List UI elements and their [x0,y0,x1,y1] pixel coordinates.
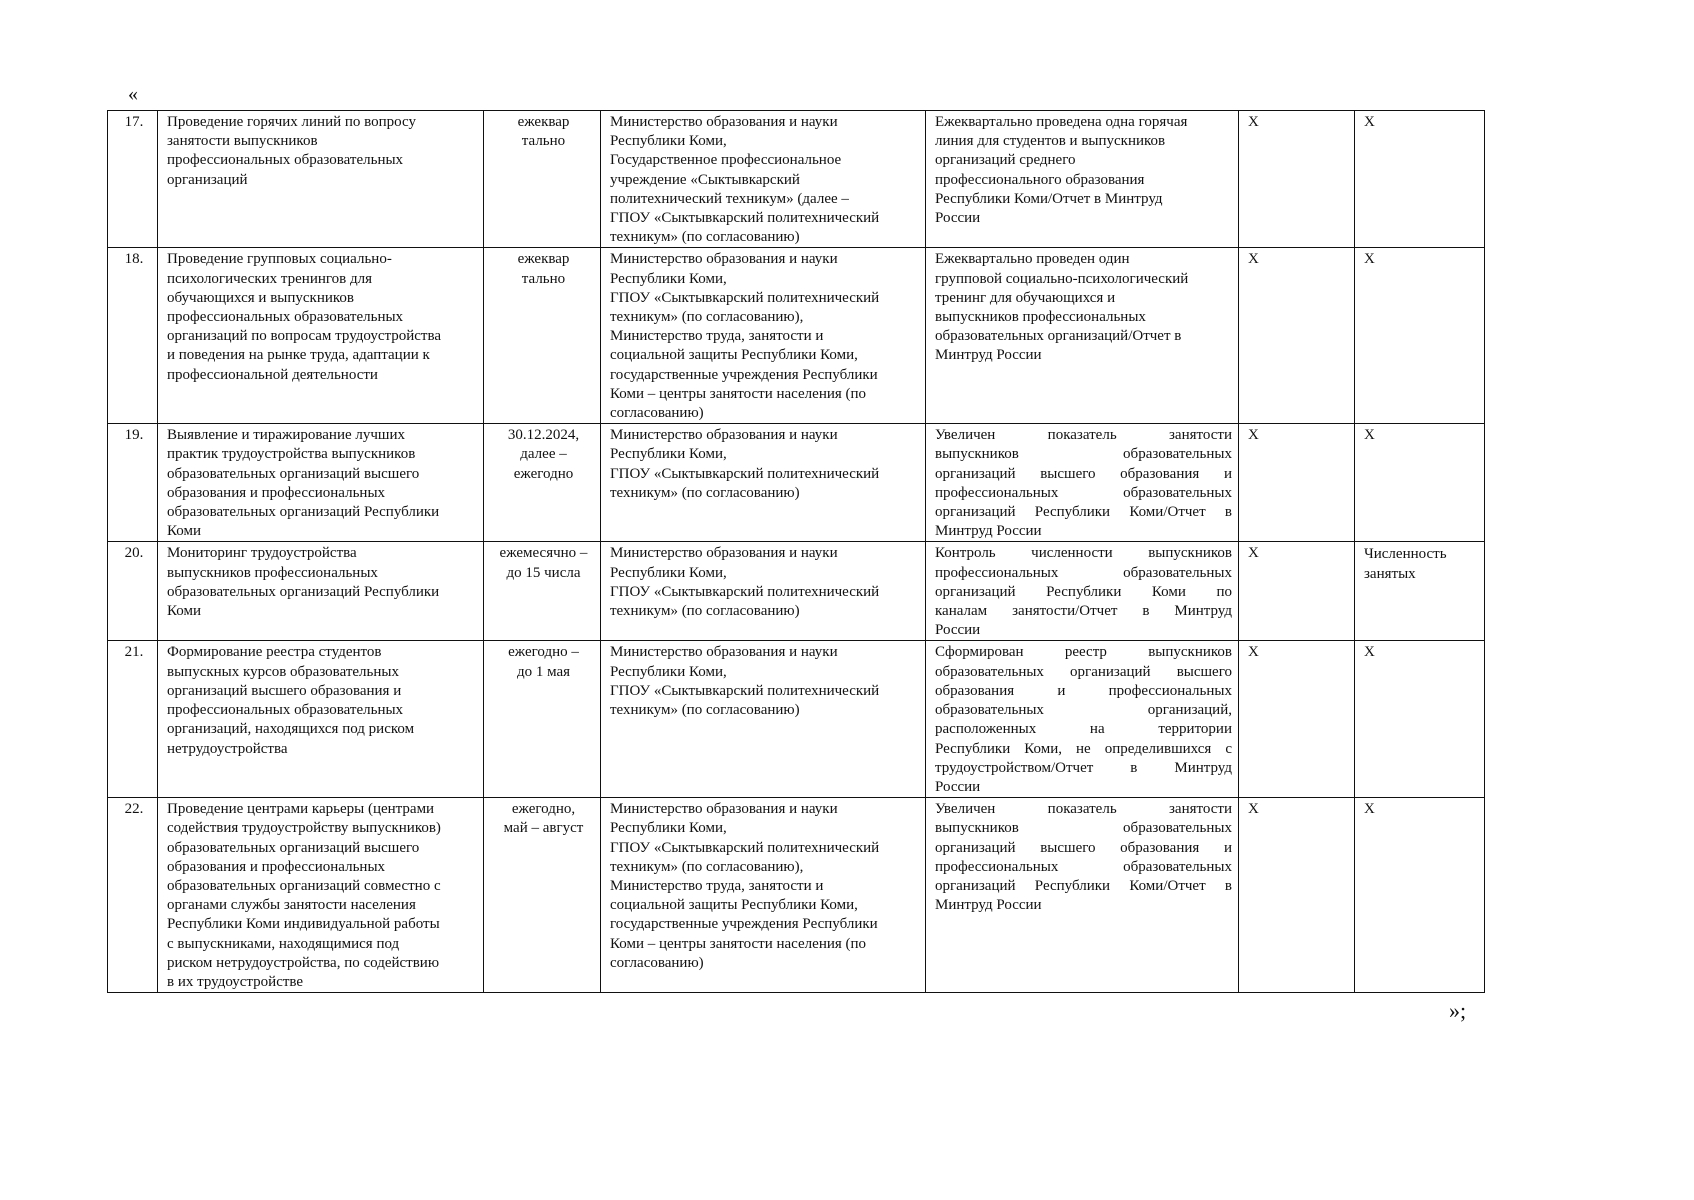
cell-line: Министерство образования и науки [610,545,838,562]
cell-line: Республики Коми индивидуальной работы [167,916,440,933]
term-cell [484,111,601,248]
cell-line: организаций, находящихся под риском [167,721,415,738]
cell-line: риском нетрудоустройства, по содействию [167,954,440,971]
cell-line: образования и профессиональных [935,682,1232,699]
executors-cell [601,424,926,542]
closing-quote: »; [1449,998,1467,1023]
result-cell [926,111,1239,248]
cell-line: техникум» (по согласованию) [610,702,800,719]
action-cell [158,542,484,641]
row-number-cell: 19. [108,424,158,542]
cell-line: Министерство образования и науки [610,251,838,268]
cell-line: Увеличен показатель занятости [935,427,1232,444]
cell-line: практик трудоустройства выпускников [167,446,416,463]
cell-line: профессиональных образовательных [935,858,1232,875]
action-cell [158,641,484,798]
cell-line: Республики Коми, [610,270,727,287]
cell-line: ГПОУ «Сыктывкарский политехнический [610,465,880,482]
table-row [108,542,1485,641]
cell-line: ежегодно – [508,644,579,661]
executors-cell [601,111,926,248]
cell-line: Коми [167,523,201,540]
opening-quote: « [128,83,138,105]
cell-line: и поведения на рынке труда, адаптации к [167,347,430,364]
cell-line: Министерство труда, занятости и [610,328,824,345]
cell-line: техникум» (по согласованию) [610,229,800,246]
cell-line: май – август [503,820,584,837]
cell-line: России [935,622,981,639]
cell-line: организаций среднего [935,152,1076,169]
term-cell [484,424,601,542]
term-cell [484,248,601,424]
cell-line: ежегодно, [511,801,576,818]
row-number-cell: 17. [108,111,158,248]
cell-line: профессиональных образовательных [167,702,404,719]
row-number-cell: 18. [108,248,158,424]
cell-line: выпускников образовательных [935,446,1232,463]
cell-line: Сформирован реестр выпускников [935,644,1232,661]
cell-line: Министерство образования и науки [610,644,838,661]
cell-line: Министерство труда, занятости и [610,877,824,894]
cell-line: образовательных организаций Республики [167,504,440,521]
cell-line: выпускников профессиональных [935,309,1146,326]
cell-line: до 1 мая [516,663,571,680]
table-row [108,424,1485,542]
cell-line: Министерство образования и науки [610,801,838,818]
cell-line: далее – [520,446,567,463]
cell-line: образовательных организаций/Отчет в [935,328,1182,345]
indicator-cell: Х [1355,424,1485,542]
result-cell [926,424,1239,542]
table-row [108,641,1485,798]
cell-line: Республики Коми, [610,564,727,581]
cell-line: Минтруд России [935,897,1042,914]
cell-line: профессиональных образовательных [167,152,404,169]
row-number-cell: 20. [108,542,158,641]
plan-table [107,110,1485,993]
cell-line: Республики Коми, [610,446,727,463]
executors-cell [601,798,926,993]
cell-line: Выявление и тиражирование лучших [167,427,405,444]
result-cell [926,248,1239,424]
cell-line: организаций [167,171,248,188]
mark-cell: Х [1239,542,1355,641]
indicator-cell: Х [1355,248,1485,424]
cell-line: ГПОУ «Сыктывкарский политехнический [610,682,880,699]
result-cell [926,542,1239,641]
cell-line: образовательных организаций, [935,702,1232,719]
cell-line: профессионального образования [935,171,1145,188]
cell-line: образовательных организаций высшего [167,465,420,482]
action-cell [158,424,484,542]
cell-line: до 15 числа [506,564,581,581]
cell-line: ГПОУ «Сыктывкарский политехнический [610,583,880,600]
cell-line: Республики Коми/Отчет в Минтруд [935,190,1163,207]
cell-line: тально [521,270,566,287]
cell-line: профессиональных образовательных [935,564,1232,581]
cell-line: России [935,778,981,795]
executors-cell [601,248,926,424]
cell-line: тально [521,133,566,150]
cell-line: согласованию) [610,405,704,422]
cell-line: Государственное профессиональное [610,152,842,169]
cell-line: организаций высшего образования и [167,682,402,699]
cell-line: Коми – центры занятости населения (по [610,935,867,952]
cell-line: линия для студентов и выпускников [935,133,1166,150]
cell-line: организаций по вопросам трудоустройства [167,328,442,345]
cell-line: профессиональных образовательных [935,484,1232,501]
cell-line: Минтруд России [935,523,1042,540]
cell-line: с выпускниками, находящимися под [167,935,400,952]
table-row [108,798,1485,993]
cell-line: Мониторинг трудоустройства [167,545,357,562]
executors-cell [601,641,926,798]
cell-line: ежегодно [513,465,574,482]
cell-line: содействия трудоустройству выпускников) [167,820,441,837]
table-row [108,111,1485,248]
cell-line: организаций Республики Коми по [935,583,1232,600]
executors-cell [601,542,926,641]
cell-line: техникум» (по согласованию) [610,603,800,620]
plan-table-body [108,111,1485,993]
cell-line: психологических тренингов для [167,270,373,287]
cell-line: Контроль численности выпускников [935,545,1232,562]
cell-line: образовательных организаций Республики [167,583,440,600]
cell-line: в их трудоустройстве [167,973,304,990]
indicator-cell: Х [1355,111,1485,248]
cell-line: ежеквар [517,114,570,130]
cell-line: нетрудоустройства [167,740,288,757]
cell-line: образования и профессиональных [167,484,386,501]
cell-line: социальной защиты Республики Коми, [610,897,858,914]
cell-line: выпускных курсов образовательных [167,663,399,680]
cell-line: выпускников образовательных [935,820,1232,837]
indicator-cell: Х [1355,798,1485,993]
cell-line: техникум» (по согласованию), [610,309,804,326]
cell-line: Увеличен показатель занятости [935,801,1232,818]
cell-line: трудоустройством/Отчет в Минтруд [935,759,1232,776]
cell-line: Республики Коми, [610,820,727,837]
cell-line: 30.12.2024, [507,427,580,444]
cell-line: Коми – центры занятости населения (по [610,385,867,402]
row-number-cell: 22. [108,798,158,993]
indicator-cell: Х [1355,641,1485,798]
cell-line: Республики Коми, не определившихся с [935,740,1232,757]
mark-cell: Х [1239,798,1355,993]
cell-line: Проведение центрами карьеры (центрами [167,801,435,818]
mark-cell: Х [1239,111,1355,248]
cell-line: ежеквар [517,251,570,268]
action-cell [158,798,484,993]
cell-line: Формирование реестра студентов [167,644,382,661]
cell-line: техникум» (по согласованию) [610,484,800,501]
cell-line: учреждение «Сыктывкарский [610,171,800,188]
cell-line: образования и профессиональных [167,858,386,875]
cell-line: Министерство образования и науки [610,427,838,444]
term-cell [484,798,601,993]
cell-line: ГПОУ «Сыктывкарский политехнический [610,839,880,856]
cell-line: образовательных организаций высшего [167,839,420,856]
cell-line: Министерство образования и науки [610,114,838,130]
cell-line: расположенных на территории [935,721,1232,738]
cell-line: организаций Республики Коми/Отчет в [935,504,1232,521]
cell-line: техникум» (по согласованию), [610,858,804,875]
cell-line: ГПОУ «Сыктывкарский политехнический [610,289,880,306]
cell-line: Ежеквартально проведен один [935,251,1130,268]
term-cell [484,542,601,641]
cell-line: Республики Коми, [610,133,727,150]
cell-line: организаций Республики Коми/Отчет в [935,877,1232,894]
cell-line: Ежеквартально проведена одна горячая [935,114,1188,130]
mark-cell: Х [1239,424,1355,542]
cell-line: профессиональной деятельности [167,366,378,383]
term-cell [484,641,601,798]
cell-line: ГПОУ «Сыктывкарский политехнический [610,210,880,227]
cell-line: Проведение групповых социально- [167,251,392,268]
cell-line: Республики Коми, [610,663,727,680]
cell-line: образовательных организаций совместно с [167,877,441,894]
action-cell [158,111,484,248]
cell-line: организаций высшего образования и [935,465,1232,482]
cell-line: Коми [167,603,201,620]
cell-line: тренинг для обучающихся и [935,289,1116,306]
cell-line: органами службы занятости населения [167,897,416,914]
indicator-cell: Численность занятых [1355,542,1485,641]
row-number-cell: 21. [108,641,158,798]
cell-line: социальной защиты Республики Коми, [610,347,858,364]
cell-line: занятости выпускников [167,133,318,150]
cell-line: профессиональных образовательных [167,309,404,326]
cell-line: государственные учреждения Республики [610,916,878,933]
result-cell [926,641,1239,798]
cell-line: России [935,210,981,227]
table-row [108,248,1485,424]
cell-line: обучающихся и выпускников [167,289,354,306]
mark-cell: Х [1239,641,1355,798]
cell-line: согласованию) [610,954,704,971]
cell-line: каналам занятости/Отчет в Минтруд [935,603,1232,620]
cell-line: Проведение горячих линий по вопросу [167,114,417,130]
result-cell [926,798,1239,993]
cell-line: групповой социально-психологический [935,270,1189,287]
action-cell [158,248,484,424]
mark-cell: Х [1239,248,1355,424]
cell-line: государственные учреждения Республики [610,366,878,383]
cell-line: Минтруд России [935,347,1042,364]
cell-line: выпускников профессиональных [167,564,378,581]
cell-line: организаций высшего образования и [935,839,1232,856]
cell-line: ежемесячно – [499,545,588,562]
cell-line: политехнический техникум» (далее – [610,190,849,207]
cell-line: образовательных организаций высшего [935,663,1232,680]
